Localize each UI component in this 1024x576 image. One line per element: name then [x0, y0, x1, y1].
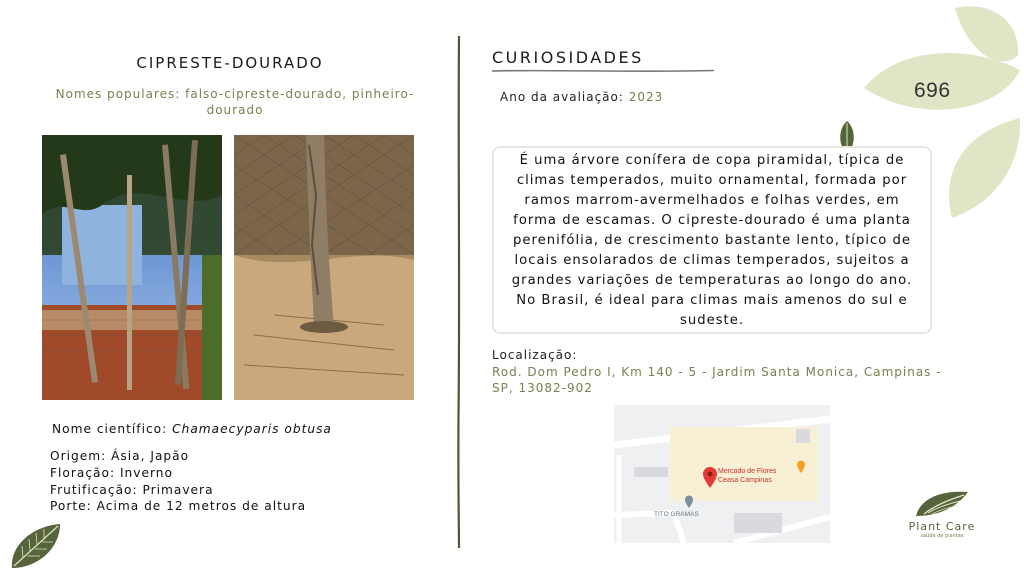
evaluation-year-value: 2023	[628, 90, 664, 104]
location-value: Rod. Dom Pedro I, Km 140 - 5 - Jardim Santa Monica, Campinas - SP, 13082-902	[492, 365, 942, 395]
location-label: Localização:	[492, 348, 578, 362]
evaluation-year-label: Ano da avaliação:	[500, 90, 624, 104]
scientific-name-line	[52, 421, 332, 438]
scientific-name: Chamaecyparis obtusa	[172, 422, 332, 436]
size: Porte: Acima de 12 metros de altura	[50, 499, 307, 513]
map-place-label-1: Mercado de Flores	[718, 468, 777, 475]
origin: Origem: Ásia, Japão	[50, 449, 190, 463]
evaluation-badge-number: 696	[914, 79, 951, 102]
map-secondary-label: TITO GRAMAS	[654, 511, 699, 518]
location-map[interactable]	[614, 405, 830, 543]
leaf-icon	[8, 520, 64, 572]
section-title: CURIOSIDADES	[492, 48, 644, 67]
fruiting: Frutificação: Primavera	[50, 483, 214, 497]
map-place-label-2: Ceasa Campinas	[718, 477, 772, 484]
flowering: Floração: Inverno	[50, 466, 173, 480]
brand-name: Plant Care	[908, 520, 976, 533]
map-place-label	[718, 467, 776, 485]
popular-names: Nomes populares: falso-cipreste-dourado, pinheiro-dourado	[55, 87, 415, 117]
map-pin-icon	[684, 495, 694, 509]
title-underline	[492, 68, 714, 74]
plant-care-logo-icon	[914, 486, 970, 520]
plant-title: CIPRESTE-DOURADO	[136, 54, 324, 72]
evaluation-year	[500, 90, 663, 104]
tree-photo-2	[234, 135, 414, 400]
brand-tagline: saúde de plantas	[920, 533, 964, 539]
scientific-name-label: Nome científico:	[52, 422, 168, 436]
map-pin-icon[interactable]	[702, 467, 718, 489]
vertical-divider	[454, 36, 464, 548]
food-pin-icon	[796, 460, 806, 474]
description-text: É uma árvore conífera de copa piramidal, típica de climas temperados, muito ornamental, formada por ramos marrom-avermelhados e folhas verdes, em forma de escamas. O cipreste-dourado é uma planta perenifólia, de crescimento bastante lento, típico de locais ensolarados de climas temperados, sujeitos a grandes variações de temperaturas ao longo do ano. No Brasil, é ideal para climas mais amenos do sul e sudeste.	[511, 153, 913, 328]
tree-photo-1	[42, 135, 222, 400]
